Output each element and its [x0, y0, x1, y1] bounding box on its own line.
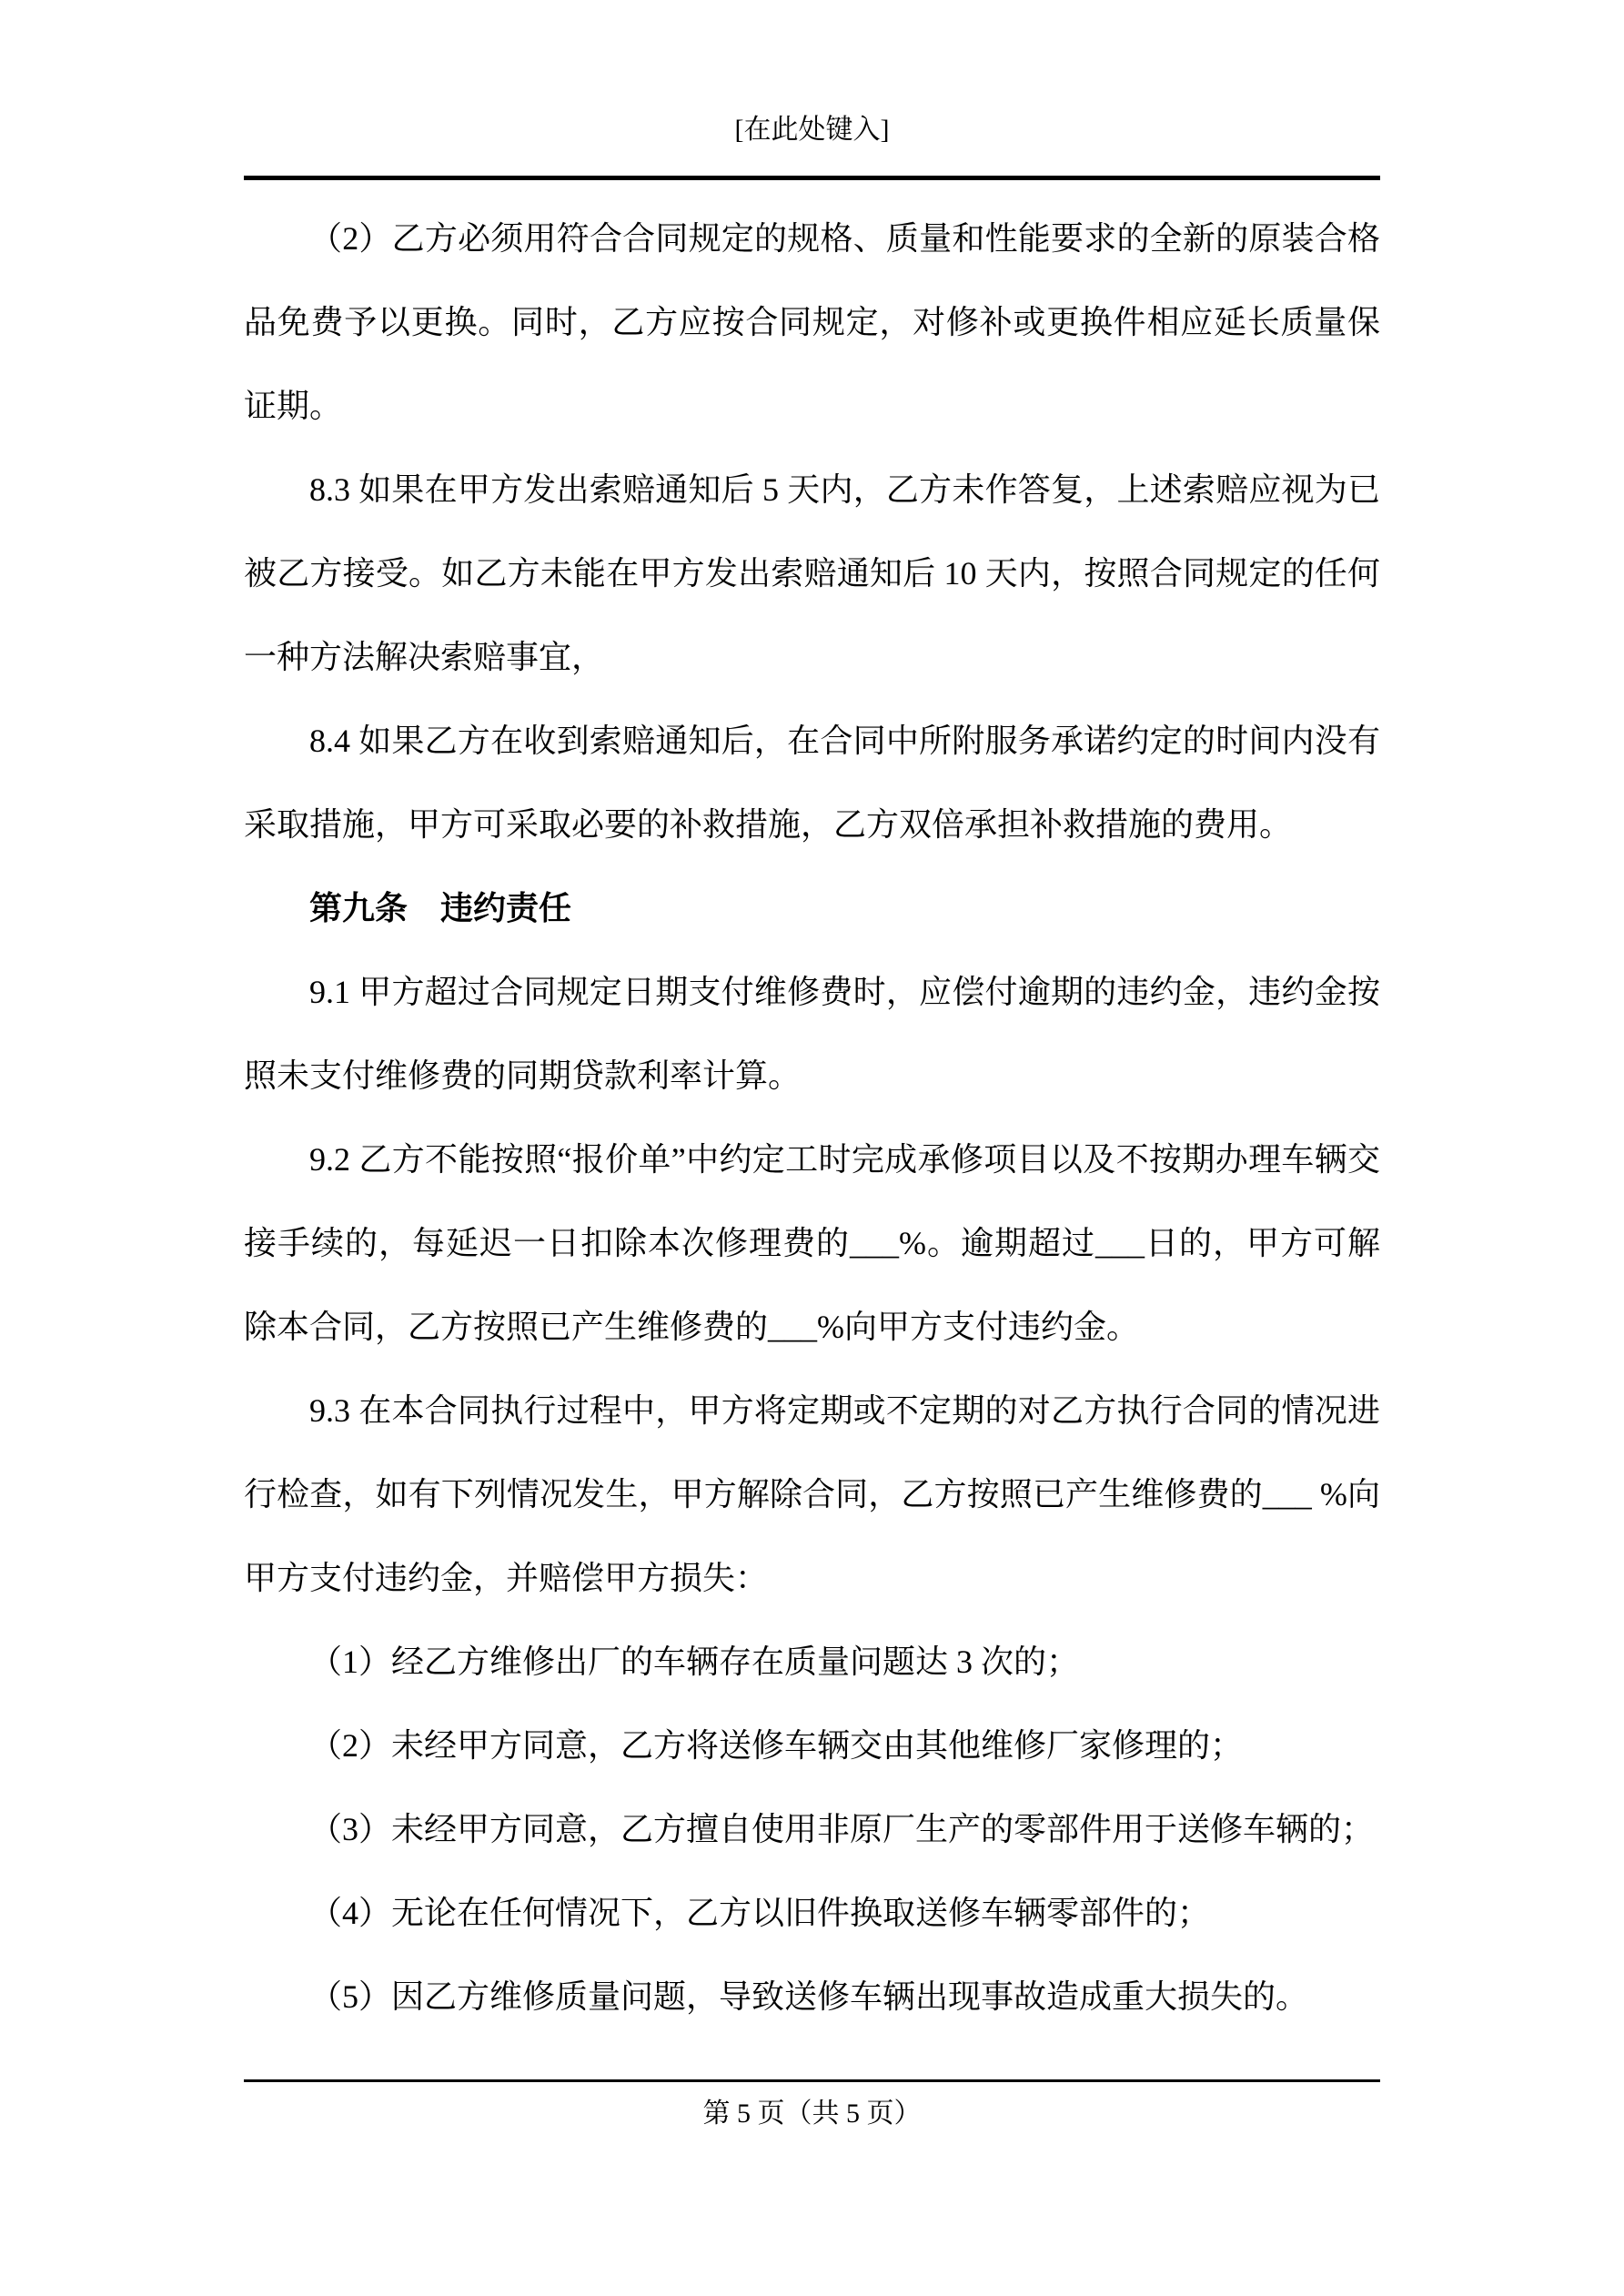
paragraph: 9.3 在本合同执行过程中，甲方将定期或不定期的对乙方执行合同的情况进行检查，如有下列情况发生，甲方解除合同，乙方按照已产生维修费的___ %向甲方支付违约金，并赔偿甲方损失： [244, 1392, 1380, 1596]
list-item: （4）无论在任何情况下，乙方以旧件换取送修车辆零部件的； [309, 1895, 1211, 1931]
list-item: （2）未经甲方同意，乙方将送修车辆交由其他维修厂家修理的； [309, 1727, 1244, 1764]
document-body [244, 197, 1380, 2038]
list-item: （3）未经甲方同意，乙方擅自使用非原厂生产的零部件用于送修车辆的； [309, 1811, 1375, 1847]
page-number: 第 5 页（共 5 页） [702, 2099, 922, 2129]
section-heading: 第九条 违约责任 [309, 890, 572, 926]
page-header [244, 111, 1380, 149]
paragraph: （2）乙方必须用符合合同规定的规格、质量和性能要求的全新的原装合格品免费予以更换。同时，乙方应按合同规定，对修补或更换件相应延长质量保证期。 [244, 220, 1380, 424]
paragraph: 8.4 如果乙方在收到索赔通知后，在合同中所附服务承诺约定的时间内没有采取措施，甲方可采取必要的补救措施，乙方双倍承担补救措施的费用。 [244, 723, 1380, 843]
paragraph: 9.1 甲方超过合同规定日期支付维修费时，应偿付逾期的违约金，违约金按照未支付维修费的同期贷款利率计算。 [244, 974, 1380, 1094]
page-footer [244, 2095, 1380, 2133]
list-item: （1）经乙方维修出厂的车辆存在质量问题达 3 次的； [309, 1644, 1080, 1680]
paragraph: 9.2 乙方不能按照“报价单”中约定工时完成承修项目以及不按期办理车辆交接手续的，每延迟一日扣除本次修理费的___%。逾期超过___日的，甲方可解除本合同，乙方按照已产生维修费的___%向甲方支付违约金。 [244, 1141, 1380, 1345]
header-rule [244, 176, 1380, 180]
paragraph: 8.3 如果在甲方发出索赔通知后 5 天内，乙方未作答复，上述索赔应视为已被乙方接受。如乙方未能在甲方发出索赔通知后 10 天内，按照合同规定的任何一种方法解决索赔事宜， [244, 471, 1380, 675]
list-item: （5）因乙方维修质量问题，导致送修车辆出现事故造成重大损失的。 [309, 1978, 1309, 2015]
header-placeholder: [在此处键入] [734, 115, 890, 145]
footer-rule [244, 2079, 1380, 2082]
